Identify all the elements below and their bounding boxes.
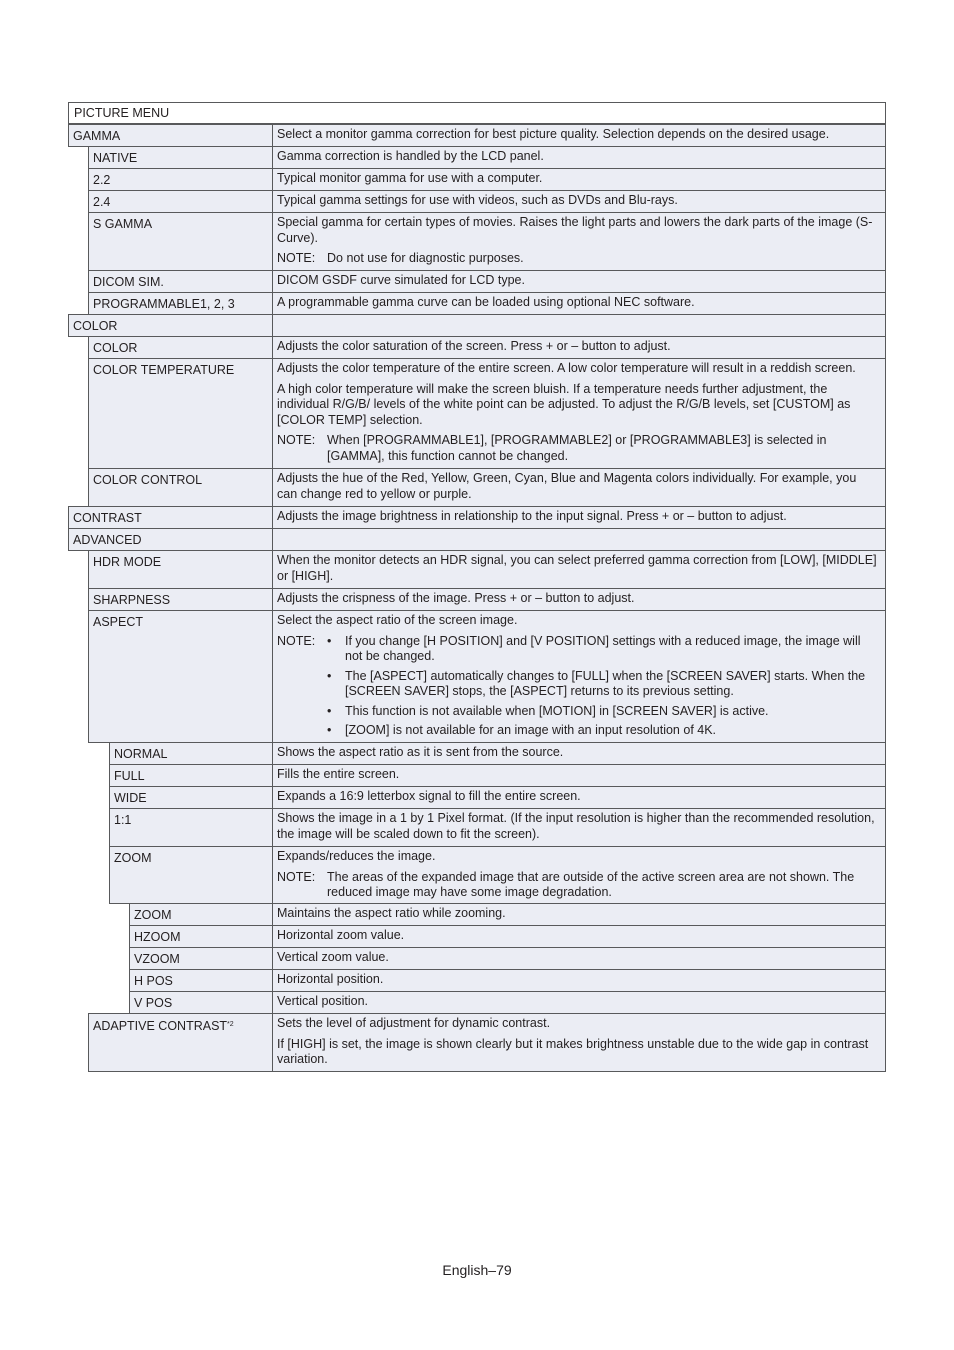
row-label-text: 2.4: [93, 195, 111, 209]
description-text: Vertical zoom value.: [277, 950, 389, 964]
row-label: [109, 846, 273, 904]
footnote-marker: *2: [227, 1021, 234, 1028]
row-label-text: HDR MODE: [93, 555, 162, 569]
row-description: [272, 336, 886, 359]
row-label: [88, 168, 273, 191]
row-description: [272, 124, 886, 147]
row-description: [272, 528, 886, 551]
bullet-item: [327, 634, 879, 665]
row-description: [272, 947, 886, 970]
row-label-text: ZOOM: [134, 908, 172, 922]
row-description: [272, 969, 886, 992]
description-text: Select the aspect ratio of the screen image.: [277, 613, 518, 627]
note-label: NOTE:: [277, 633, 316, 648]
row-description: [272, 168, 886, 191]
description-text: Typical monitor gamma for use with a computer.: [277, 171, 543, 185]
note-text: When [PROGRAMMABLE1], [PROGRAMMABLE2] or [PROGRAMMABLE3] is selected in [GAMMA], this function cannot be changed.: [327, 433, 827, 463]
row-label: [88, 1013, 273, 1072]
row-description: [272, 146, 886, 169]
row-label-text: WIDE: [114, 791, 147, 805]
bullet-item: [327, 669, 879, 700]
description-text: Expands/reduces the image.: [277, 849, 436, 863]
row-label-text: CONTRAST: [73, 511, 142, 525]
description-text: A high color temperature will make the screen bluish. If a temperature needs further adjustment, the individual R/G/B/ levels of the white point can be adjusted. To adjust the R/G/B levels, set [CUSTOM] as [COLOR TEMP] selection.: [277, 381, 851, 427]
description-text: Special gamma for certain types of movies. Raises the light parts and lowers the dark parts of the image (S-Curve).: [277, 215, 873, 245]
row-description: [272, 358, 886, 469]
bullet-icon: •: [327, 703, 332, 718]
description-text: Adjusts the hue of the Red, Yellow, Green, Cyan, Blue and Magenta colors individually. For example, you can change red to yellow or purple.: [277, 471, 857, 501]
description-text: When the monitor detects an HDR signal, you can select preferred gamma correction from [LOW], [MIDDLE] or [HIGH].: [277, 553, 877, 583]
bullet-icon: •: [327, 668, 332, 683]
row-description: [272, 212, 886, 271]
row-label: [68, 506, 273, 529]
row-label: [88, 336, 273, 359]
row-label: [88, 358, 273, 469]
row-label: [68, 124, 273, 147]
row-description: [272, 786, 886, 809]
note-label: NOTE:: [277, 433, 316, 447]
row-description: [272, 1013, 886, 1072]
row-description: [272, 903, 886, 926]
description-text: Shows the image in a 1 by 1 Pixel format. (If the input resolution is higher than the recommended resolution, the image will be scaled down to fit the screen).: [277, 811, 875, 841]
note: [277, 870, 879, 901]
row-label-text: COLOR: [93, 341, 138, 355]
row-description: [272, 925, 886, 948]
row-label: [88, 468, 273, 507]
row-label: [88, 292, 273, 315]
description-text: Horizontal position.: [277, 972, 384, 986]
table-header: PICTURE MENU: [68, 102, 886, 124]
row-description: [272, 190, 886, 213]
note: [277, 433, 879, 464]
description-text: Shows the aspect ratio as it is sent from the source.: [277, 745, 564, 759]
row-label: [88, 146, 273, 169]
row-label: [109, 742, 273, 765]
row-description: [272, 610, 886, 743]
note-label: NOTE:: [277, 869, 316, 884]
page-number: English–79: [442, 1262, 512, 1278]
bullet-text: This function is not available when [MOTION] in [SCREEN SAVER] is active.: [345, 703, 769, 718]
description-text: Maintains the aspect ratio while zooming.: [277, 906, 506, 920]
description-text: DICOM GSDF curve simulated for LCD type.: [277, 273, 525, 287]
row-label-text: COLOR TEMPERATURE: [93, 363, 235, 377]
row-label: [129, 969, 273, 992]
description-text: Adjusts the crispness of the image. Press + or – button to adjust.: [277, 591, 635, 605]
row-label: [68, 314, 273, 337]
description-text: Adjusts the color temperature of the entire screen. A low color temperature will result in a reddish screen.: [277, 361, 856, 375]
row-label: [88, 190, 273, 213]
row-label-text: S GAMMA: [93, 217, 153, 231]
description-text: If [HIGH] is set, the image is shown clearly but it makes brightness unstable due to the wide gap in contrast variation.: [277, 1036, 869, 1066]
bullet-text: If you change [H POSITION] and [V POSITION] settings with a reduced image, the image will not be changed.: [345, 633, 861, 663]
note-label: NOTE:: [277, 251, 316, 265]
row-label-text: ASPECT: [93, 615, 144, 629]
row-description: [272, 270, 886, 293]
row-label-text: ADAPTIVE CONTRAST: [93, 1019, 228, 1033]
bullet-icon: •: [327, 633, 332, 648]
note: [277, 251, 879, 267]
description-text: Sets the level of adjustment for dynamic contrast.: [277, 1016, 551, 1030]
row-label-text: NORMAL: [114, 747, 168, 761]
row-description: [272, 468, 886, 507]
row-label-text: HZOOM: [134, 930, 181, 944]
row-description: [272, 846, 886, 904]
note: [277, 634, 879, 743]
description-text: Vertical position.: [277, 994, 369, 1008]
row-label: [88, 610, 273, 743]
row-description: [272, 292, 886, 315]
row-label-text: ADVANCED: [73, 533, 142, 547]
row-label-text: DICOM SIM.: [93, 275, 164, 289]
row-label: [88, 550, 273, 589]
row-description: [272, 506, 886, 529]
row-label: [129, 991, 273, 1014]
bullet-text: The [ASPECT] automatically changes to [FULL] when the [SCREEN SAVER] starts. When the [SCREEN SAVER] stops, the [ASPECT] returns to its previous setting.: [345, 668, 866, 698]
row-label: [88, 588, 273, 611]
row-label-text: H POS: [134, 974, 173, 988]
row-label: [129, 925, 273, 948]
row-label-text: FULL: [114, 769, 145, 783]
description-text: Select a monitor gamma correction for best picture quality. Selection depends on the desired usage.: [277, 127, 830, 141]
bullet-item: [327, 723, 879, 739]
row-label: [109, 786, 273, 809]
row-label-text: NATIVE: [93, 151, 138, 165]
row-description: [272, 588, 886, 611]
row-label-text: SHARPNESS: [93, 593, 171, 607]
description-text: A programmable gamma curve can be loaded using optional NEC software.: [277, 295, 695, 309]
row-label: [129, 947, 273, 970]
description-text: Typical gamma settings for use with videos, such as DVDs and Blu-rays.: [277, 193, 678, 207]
row-description: [272, 314, 886, 337]
note-text: The areas of the expanded image that are outside of the active screen area are not shown. The reduced image may have some image degradation.: [327, 869, 855, 899]
row-label-text: COLOR: [73, 319, 118, 333]
row-label: [88, 270, 273, 293]
row-label-text: VZOOM: [134, 952, 180, 966]
row-description: [272, 764, 886, 787]
description-text: Gamma correction is handled by the LCD panel.: [277, 149, 544, 163]
description-text: Adjusts the color saturation of the screen. Press + or – button to adjust.: [277, 339, 671, 353]
bullet-item: [327, 704, 879, 720]
note-text: Do not use for diagnostic purposes.: [327, 251, 524, 265]
description-text: Fills the entire screen.: [277, 767, 400, 781]
row-label-text: GAMMA: [73, 129, 121, 143]
row-label: [109, 808, 273, 847]
row-description: [272, 550, 886, 589]
row-label-text: V POS: [134, 996, 173, 1010]
description-text: Expands a 16:9 letterbox signal to fill the entire screen.: [277, 789, 581, 803]
row-label: [88, 212, 273, 271]
bullet-list: [327, 634, 879, 743]
bullet-text: [ZOOM] is not available for an image with an input resolution of 4K.: [345, 723, 717, 737]
description-text: Horizontal zoom value.: [277, 928, 405, 942]
row-description: [272, 742, 886, 765]
row-label-text: PROGRAMMABLE1, 2, 3: [93, 297, 235, 311]
row-label-text: COLOR CONTROL: [93, 473, 203, 487]
row-label: [129, 903, 273, 926]
row-label: [68, 528, 273, 551]
row-label-text: 2.2: [93, 173, 111, 187]
description-text: Adjusts the image brightness in relationship to the input signal. Press + or – button to adjust.: [277, 509, 787, 523]
row-label: [109, 764, 273, 787]
row-description: [272, 808, 886, 847]
row-label-text: 1:1: [114, 813, 132, 827]
row-label-text: ZOOM: [114, 851, 152, 865]
bullet-icon: •: [327, 723, 332, 737]
row-description: [272, 991, 886, 1014]
